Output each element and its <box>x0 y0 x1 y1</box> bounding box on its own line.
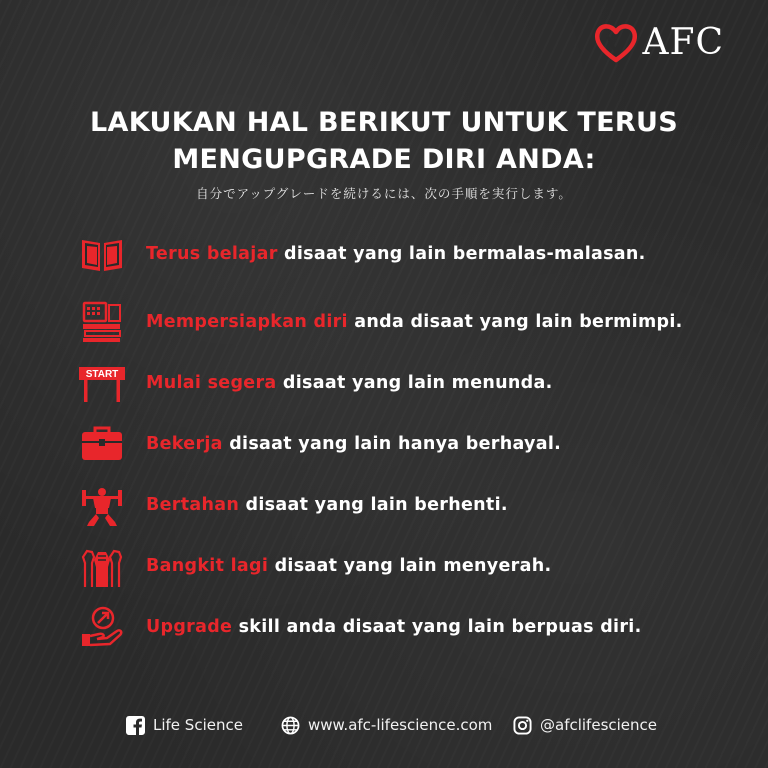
list-item <box>78 603 738 651</box>
footer-website-label: www.afc-lifescience.com <box>308 716 493 734</box>
item-text <box>146 373 553 393</box>
hand-growth-icon <box>78 603 126 651</box>
footer-instagram-label: @afclifescience <box>540 716 658 734</box>
item-highlight: Upgrade <box>146 617 233 637</box>
footer-website-link[interactable] <box>280 715 492 735</box>
start-sign-icon <box>78 359 126 407</box>
footer-facebook-label: Life Science <box>153 716 243 734</box>
item-rest: disaat yang lain menunda. <box>276 373 553 393</box>
item-rest: anda disaat yang lain bermimpi. <box>347 312 683 332</box>
list-item <box>78 298 738 346</box>
afc-logo <box>594 22 724 63</box>
item-rest: disaat yang lain hanya berhayal. <box>222 434 562 454</box>
footer-instagram-link[interactable] <box>512 715 657 735</box>
globe-icon <box>280 715 300 735</box>
item-text <box>146 495 508 515</box>
item-highlight: Bertahan <box>146 495 240 515</box>
item-rest: disaat yang lain menyerah. <box>268 556 552 576</box>
item-text <box>146 312 683 332</box>
briefcase-icon <box>78 420 126 468</box>
start-sign-label: START <box>85 369 119 380</box>
page-title <box>0 104 768 178</box>
weightlifter-icon <box>78 481 126 529</box>
raised-fists-icon <box>78 542 126 590</box>
logo-text: AFC <box>642 22 724 63</box>
footer-facebook-link[interactable] <box>125 715 243 735</box>
item-text <box>146 617 642 637</box>
item-rest: skill anda disaat yang lain berpuas diri. <box>232 617 642 637</box>
list-item <box>78 542 738 590</box>
item-highlight: Bekerja <box>146 434 223 454</box>
item-highlight: Bangkit lagi <box>146 556 269 576</box>
title-line-2: MENGUPGRADE DIRI ANDA: <box>172 144 596 175</box>
item-text <box>146 434 561 454</box>
item-rest: disaat yang lain berhenti. <box>239 495 508 515</box>
books-calendar-icon <box>78 298 126 346</box>
list-item <box>78 420 738 468</box>
list-item <box>78 359 738 407</box>
item-rest: disaat yang lain bermalas-malasan. <box>277 244 646 264</box>
title-line-1: LAKUKAN HAL BERIKUT UNTUK TERUS <box>90 107 678 138</box>
instagram-icon <box>512 715 532 735</box>
item-highlight: Mulai segera <box>146 373 277 393</box>
item-highlight: Terus belajar <box>146 244 278 264</box>
item-text <box>146 244 646 264</box>
item-text <box>146 556 551 576</box>
facebook-icon <box>125 715 145 735</box>
item-highlight: Mempersiapkan diri <box>146 312 348 332</box>
heart-logo-icon <box>594 23 640 63</box>
book-icon <box>78 230 126 278</box>
footer <box>0 715 768 739</box>
list-item <box>78 481 738 529</box>
japanese-subtitle: 自分でアップグレードを続けるには、次の手順を実行します。 <box>196 186 572 201</box>
list-item <box>78 230 738 278</box>
